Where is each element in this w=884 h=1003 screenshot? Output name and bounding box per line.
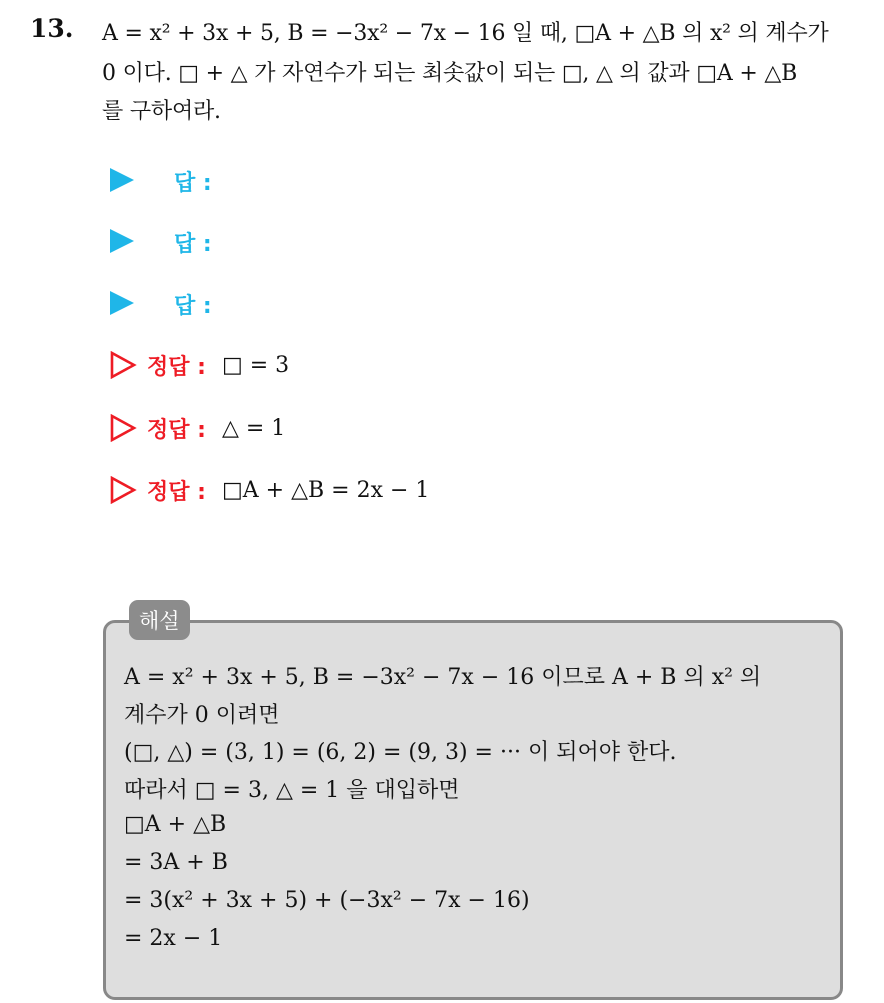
correct-answer-value: □A + △B = 2x − 1 xyxy=(221,477,430,503)
explanation-tag: 해설 xyxy=(129,600,190,640)
play-triangle-icon xyxy=(110,229,134,253)
answer-label: 답 : xyxy=(174,170,212,196)
correct-answer-value: □ = 3 xyxy=(221,352,290,378)
play-triangle-icon xyxy=(110,168,134,192)
outline-triangle-icon xyxy=(110,351,137,379)
answer-label: 답 : xyxy=(174,231,212,257)
explanation-line: 계수가 0 이려면 xyxy=(124,703,280,728)
question-text-line-2: 0 이다. □ + △ 가 자연수가 되는 최솟값이 되는 □, △ 의 값과 □A + △B xyxy=(102,61,798,86)
correct-answer-row-3 xyxy=(110,475,429,505)
correct-answer-label: 정답 : xyxy=(147,417,206,443)
answer-input-row-2[interactable] xyxy=(110,227,212,257)
correct-answer-label: 정답 : xyxy=(147,354,206,380)
correct-answer-value: △ = 1 xyxy=(221,415,286,441)
explanation-line: = 3(x² + 3x + 5) + (−3x² − 7x − 16) xyxy=(124,888,530,913)
question-text-line-1: A = x² + 3x + 5, B = −3x² − 7x − 16 일 때, □A + △B 의 x² 의 계수가 xyxy=(102,21,829,46)
explanation-line: 따라서 □ = 3, △ = 1 을 대입하면 xyxy=(124,778,460,803)
correct-answer-label: 정답 : xyxy=(147,479,206,505)
explanation-line: = 3A + B xyxy=(124,850,228,875)
play-triangle-icon xyxy=(110,291,134,315)
outline-triangle-icon xyxy=(110,414,137,442)
correct-answer-row-1 xyxy=(110,350,289,380)
answer-input-row-3[interactable] xyxy=(110,289,212,319)
explanation-line: (□, △) = (3, 1) = (6, 2) = (9, 3) = ··· 이 되어야 한다. xyxy=(124,740,677,765)
explanation-line: A = x² + 3x + 5, B = −3x² − 7x − 16 이므로 A + B 의 x² 의 xyxy=(124,665,762,690)
explanation-line: = 2x − 1 xyxy=(124,926,223,951)
answer-input-row-1[interactable] xyxy=(110,166,212,196)
correct-answer-row-2 xyxy=(110,413,285,443)
explanation-line: □A + △B xyxy=(124,812,227,837)
answer-label: 답 : xyxy=(174,293,212,319)
outline-triangle-icon xyxy=(110,476,137,504)
question-text-line-3: 를 구하여라. xyxy=(102,99,221,124)
question-number: 13. xyxy=(30,14,74,43)
